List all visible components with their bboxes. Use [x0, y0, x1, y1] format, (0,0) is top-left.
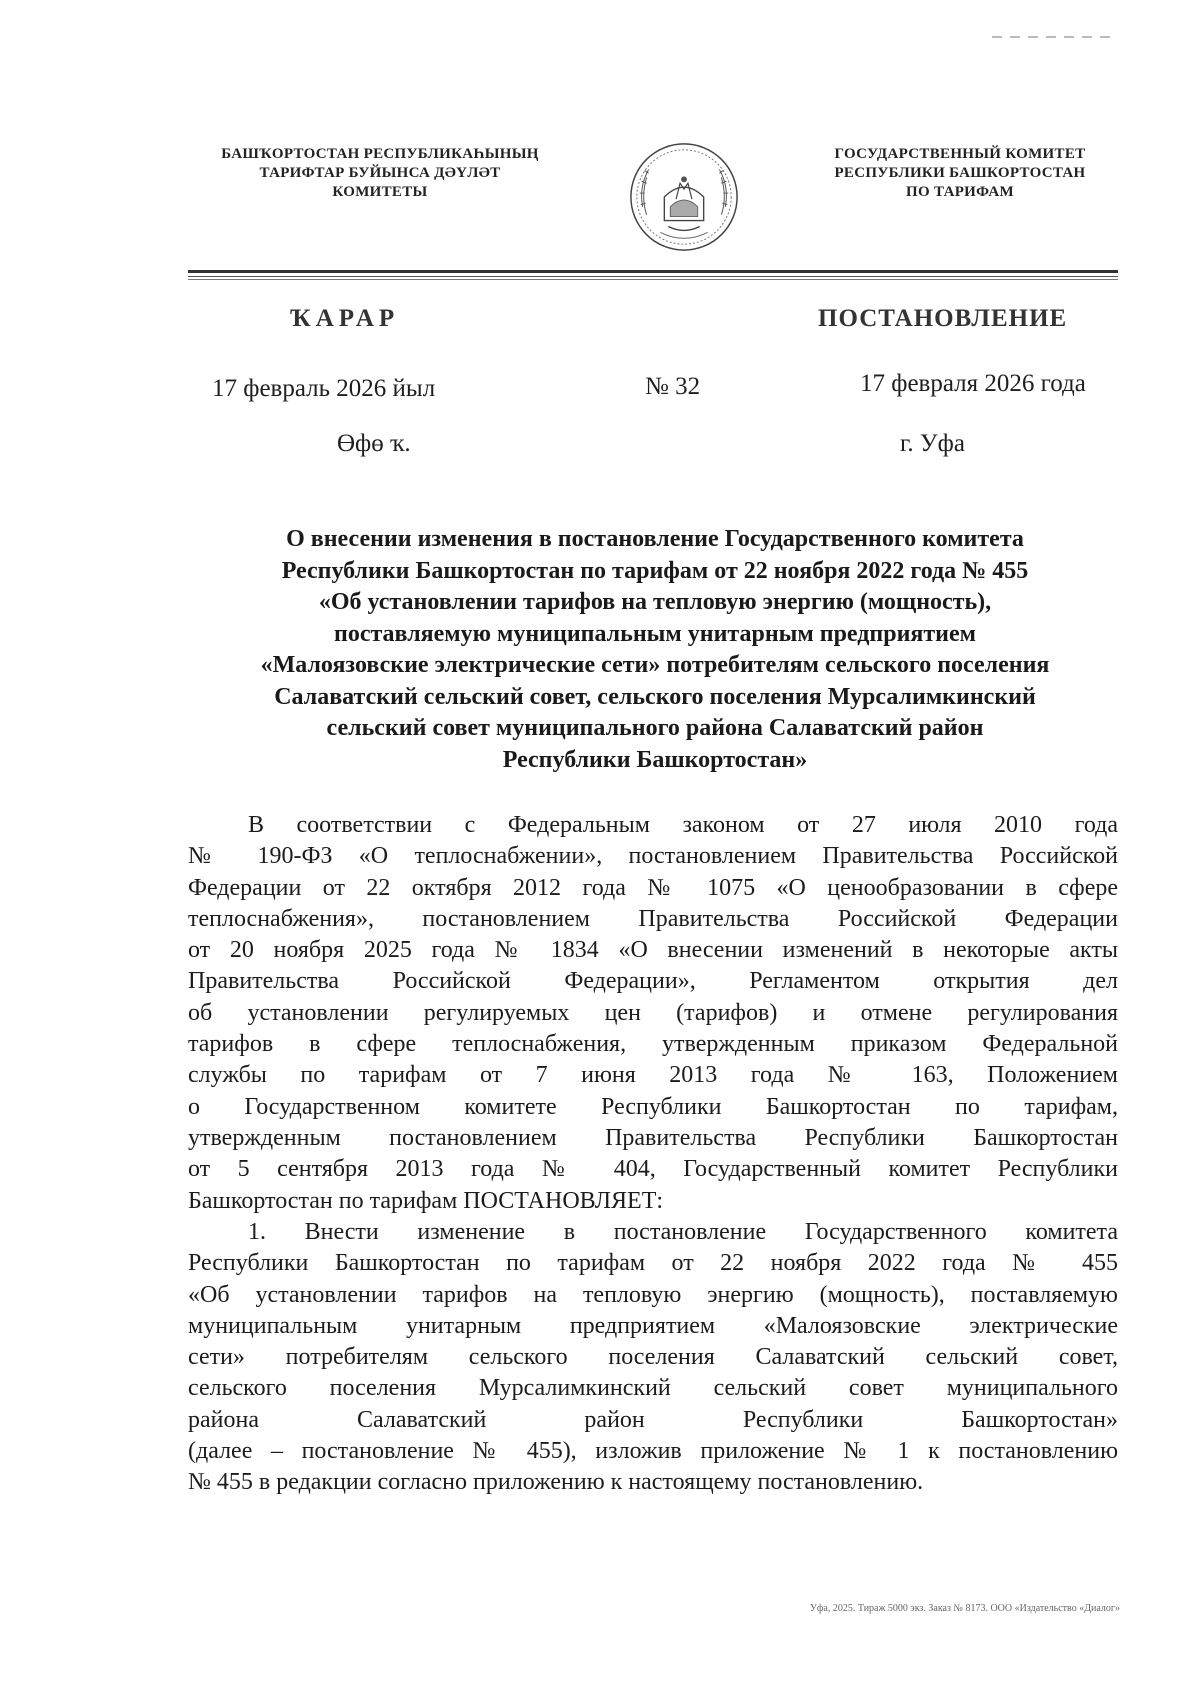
- header-left-line: БАШҠОРТОСТАН РЕСПУБЛИКАҺЫНЫҢ: [221, 146, 539, 162]
- paragraph-line: (далее – постановление № 455), изложив приложение № 1 к постановлению: [188, 1438, 1118, 1465]
- print-imprint: Уфа, 2025. Тираж 5000 экз. Заказ № 8173. ООО «Издательство «Диалог»: [809, 1603, 1120, 1614]
- header-divider: [188, 270, 1118, 273]
- document-number: № 32: [645, 373, 701, 400]
- heading-line: Салаватский сельский совет, сельского поселения Мурсалимкинский: [274, 683, 1036, 710]
- paragraph-line: муниципальным унитарным предприятием «Малоязовские электрические: [188, 1312, 1118, 1339]
- document-heading: [190, 524, 1120, 776]
- paragraph-line: от 5 сентября 2013 года № 404, Государственный комитет Республики: [188, 1156, 1118, 1183]
- coat-of-arms-icon: [625, 138, 743, 256]
- paragraph-line: тарифов в сфере теплоснабжения, утвержденным приказом Федеральной: [188, 1031, 1118, 1058]
- paragraph-line: 1. Внести изменение в постановление Государственного комитета: [248, 1219, 1118, 1245]
- heading-line: Республики Башкортостан»: [502, 746, 808, 773]
- paragraph-line: утвержденным постановлением Правительства Республики Башкортостан: [188, 1124, 1118, 1151]
- paragraph-line: сети» потребителям сельского поселения Салаватский сельский совет,: [188, 1344, 1118, 1371]
- paragraph-line: об установлении регулируемых цен (тарифов) и отмене регулирования: [188, 999, 1118, 1026]
- paragraph-line: о Государственном комитете Республики Башкортостан по тарифам,: [188, 1093, 1118, 1120]
- header-left-bashkir: [160, 145, 600, 202]
- preamble-paragraph: [188, 810, 1118, 1217]
- paragraph-line: Республики Башкортостан по тарифам от 22 ноября 2022 года № 455: [188, 1250, 1118, 1277]
- date-bashkir: 17 февраль 2026 йыл: [212, 375, 436, 402]
- paragraph-line: «Об установлении тарифов на тепловую энергию (мощность), поставляемую: [188, 1281, 1118, 1308]
- header-left-line: ТАРИФТАР БУЙЫНСА ДӘҮЛӘТ: [259, 165, 501, 181]
- heading-line: О внесении изменения в постановление Государственного комитета: [286, 526, 1024, 552]
- paragraph-line: от 20 ноября 2025 года № 1834 «О внесении изменений в некоторые акты: [188, 937, 1118, 964]
- resolution-item-1: [188, 1217, 1118, 1499]
- heading-line: «Малоязовские электрические сети» потребителям сельского поселения: [260, 652, 1050, 678]
- date-russian: 17 февраля 2026 года: [860, 370, 1086, 397]
- heading-line: «Об установлении тарифов на тепловую энергию (мощность),: [318, 589, 992, 615]
- paragraph-line: № 190-ФЗ «О теплоснабжении», постановлением Правительства Российской: [188, 843, 1118, 870]
- paragraph-line: Башкортостан по тарифам ПОСТАНОВЛЯЕТ:: [188, 1187, 664, 1214]
- header-left-line: КОМИТЕТЫ: [332, 184, 428, 200]
- header-divider-thin: [188, 276, 1118, 277]
- city-bashkir: Өфө ҡ.: [337, 430, 411, 457]
- header-right-line: РЕСПУБЛИКИ БАШКОРТОСТАН: [834, 165, 1086, 181]
- header-right-russian: [790, 145, 1130, 202]
- paragraph-line: № 455 в редакции согласно приложению к настоящему постановлению.: [188, 1469, 924, 1496]
- heading-line: поставляемую муниципальным унитарным предприятием: [333, 620, 977, 647]
- title-postanovlenie: ПОСТАНОВЛЕНИЕ: [818, 305, 1068, 332]
- paragraph-line: района Салаватский район Республики Башкортостан»: [188, 1406, 1118, 1433]
- heading-line: сельский совет муниципального района Салаватский район: [326, 715, 984, 741]
- paragraph-line: Правительства Российской Федерации», Регламентом открытия дел: [188, 968, 1118, 995]
- paragraph-line: сельского поселения Мурсалимкинский сельский совет муниципального: [188, 1375, 1118, 1402]
- paragraph-line: В соответствии с Федеральным законом от 27 июля 2010 года: [248, 812, 1118, 838]
- heading-line: Республики Башкортостан по тарифам от 22 ноября 2022 года № 455: [281, 557, 1029, 584]
- paragraph-line: теплоснабжения», постановлением Правительства Российской Федерации: [188, 905, 1118, 932]
- city-russian: г. Уфа: [900, 430, 965, 457]
- scan-artifact: [992, 36, 1112, 38]
- paragraph-line: службы по тарифам от 7 июня 2013 года № 163, Положением: [188, 1062, 1118, 1089]
- header-right-line: ГОСУДАРСТВЕННЫЙ КОМИТЕТ: [834, 146, 1086, 162]
- title-karar: ҠАРАР: [290, 305, 400, 332]
- paragraph-line: Федерации от 22 октября 2012 года № 1075 «О ценообразовании в сфере: [188, 874, 1118, 901]
- header-right-line: ПО ТАРИФАМ: [906, 184, 1014, 200]
- header-divider-thin: [188, 279, 1118, 280]
